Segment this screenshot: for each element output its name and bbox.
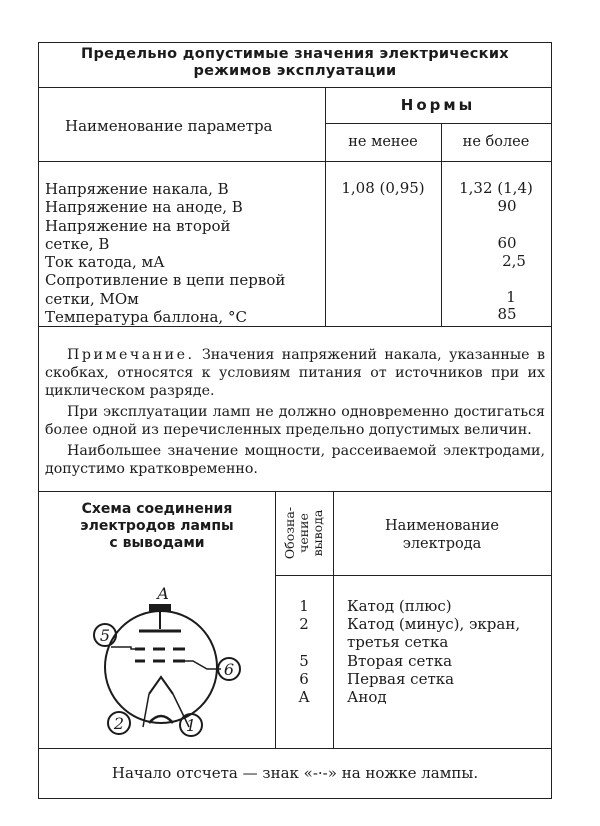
electrode-name-header <box>333 517 551 553</box>
note-block <box>45 346 545 481</box>
pin-label: 6 <box>223 660 235 679</box>
pin-number: А <box>298 688 310 706</box>
rule-under-title <box>39 87 551 88</box>
anode-cap <box>149 604 171 612</box>
pin-label: 2 <box>113 714 125 733</box>
table-title <box>39 46 551 80</box>
electrode-name: Первая сетка <box>347 670 455 688</box>
rule-above-footer <box>39 748 551 749</box>
param-name: Сопротивление в цепи первой <box>45 271 286 290</box>
pin-label: 5 <box>99 626 111 645</box>
param-name: Напряжение на аноде, В <box>45 198 243 217</box>
note-paragraph-3: Наибольшее значение мощности, рассеиваемой электродами, допустимо кратковременно. <box>45 443 545 477</box>
max-value: 60 <box>497 234 517 252</box>
electrode-name: Вторая сетка <box>347 652 453 670</box>
schematic-caption <box>39 501 275 552</box>
min-column-header: не менее <box>348 134 418 150</box>
max-value: 2,5 <box>502 252 526 270</box>
note-label: Примечание. <box>67 347 195 363</box>
grid-1-lead <box>185 661 221 669</box>
parameter-list <box>45 180 345 326</box>
footer-note: Начало отсчета — знак «-·-» на ножке лампы. <box>111 764 479 782</box>
designation-header-line: чение <box>296 513 311 553</box>
grid-2-lead <box>111 647 135 649</box>
filament <box>149 677 173 694</box>
max-value: 90 <box>497 197 517 215</box>
min-value: 1,08 (0,95) <box>341 179 425 197</box>
caption-line: Схема соединения <box>81 501 233 517</box>
col-divider-2 <box>441 123 442 326</box>
note-paragraph-2: При эксплуатации ламп не должно одновременно достигаться более одной из перечисленных предельно допустимых величин. <box>45 404 545 438</box>
pin-label: А <box>156 584 170 603</box>
electrode-header-line: Наименование <box>385 518 499 534</box>
note-paragraph-1 <box>45 346 545 400</box>
caption-line: электродов лампы <box>80 518 234 534</box>
param-name: сетки, МОм <box>45 289 139 308</box>
pin-header-rule <box>275 575 551 576</box>
electrode-header-line: электрода <box>402 536 482 552</box>
param-name: Напряжение на второй <box>45 216 231 235</box>
max-value: 1 <box>506 288 516 306</box>
norms-header: Нормы <box>400 96 476 114</box>
title-line-2: режимов эксплуатации <box>193 63 397 79</box>
pin-number: 6 <box>299 670 309 688</box>
rule-under-norms <box>325 123 551 124</box>
electrode-name: третья сетка <box>347 633 449 651</box>
caption-line: с выводами <box>109 535 205 551</box>
designation-header <box>275 491 333 575</box>
designation-header-line: Обозна- <box>282 506 297 560</box>
tube-schematic <box>89 559 249 739</box>
pin-number: 2 <box>299 615 309 633</box>
max-value: 1,32 (1,4) <box>459 179 533 197</box>
title-line-1: Предельно допустимые значения электрических <box>81 46 509 62</box>
electrode-name: Катод (плюс) <box>347 597 452 615</box>
designation-header-line: вывода <box>310 509 325 557</box>
pin-number: 1 <box>299 597 309 615</box>
pin-number: 5 <box>299 652 309 670</box>
param-name: Напряжение накала, В <box>45 180 229 198</box>
param-name: сетке, В <box>45 234 110 253</box>
spec-sheet <box>38 42 552 799</box>
param-name: Температура баллона, °С <box>45 308 247 327</box>
rule-under-header <box>39 161 551 162</box>
electrode-name: Катод (минус), экран, <box>347 615 521 633</box>
max-column-header: не более <box>462 134 530 150</box>
param-name: Ток катода, мА <box>45 253 165 272</box>
note-text: Значения напряжений накала, указанные в скобках, относятся к условиям питания от источников при их циклическом разряде. <box>45 347 545 399</box>
electrode-name: Анод <box>347 688 387 706</box>
max-value: 85 <box>497 305 517 323</box>
param-column-header: Наименование параметра <box>65 117 273 135</box>
pin-label: 1 <box>185 716 197 735</box>
